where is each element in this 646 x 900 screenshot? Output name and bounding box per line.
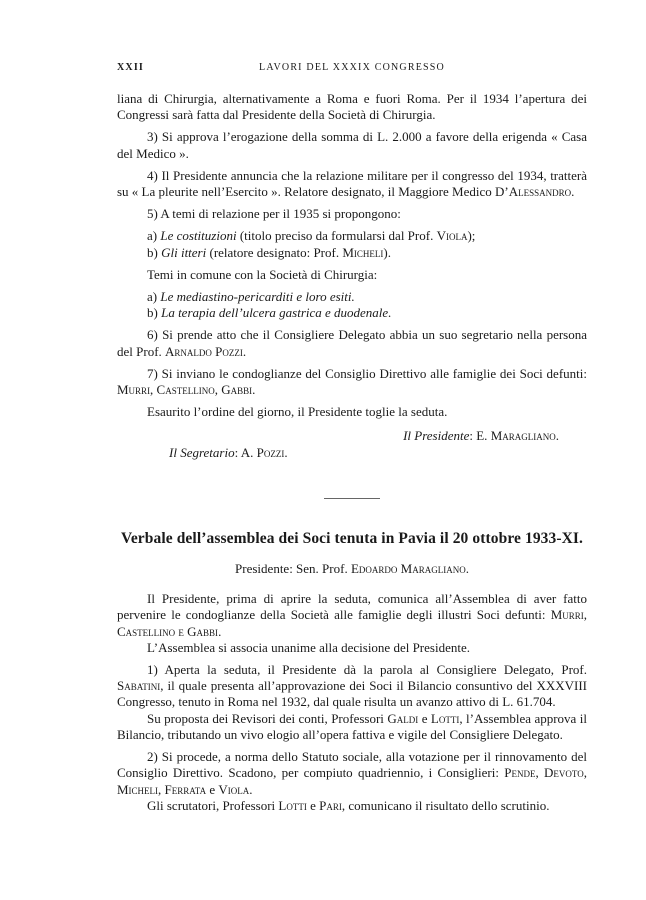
- paragraph-budget: 1) Aperta la seduta, il Presidente dà la parola al Consigliere Delegato, Prof. Sabatini, il quale presenta all’approvazione dei Soci il Bilancio consuntivo del XXXVIII Congresso, tenuto in Roma nel 1932, dal quale risulta un avanzo attivo di L. 61.704.: [117, 662, 587, 710]
- paragraph-intro: Il Presidente, prima di aprire la seduta, comunica all’Assemblea di aver fatto pervenire le condoglianze della Società alle famiglie degli illustri Soci defunti: Murri, Castellino e Gabbi.: [117, 591, 587, 639]
- paragraph-scrutineers: Gli scrutatori, Professori Lotti e Pari, comunicano il risultato dello scrutinio.: [147, 797, 550, 813]
- paragraph-item-4: 4) Il Presidente annuncia che la relazione militare per il congresso del 1934, tratterà su « La pleurite nell’Esercito ». Relatore designato, il Maggiore Medico D’Alessandro.: [117, 167, 587, 200]
- paragraph-item-5: 5) A temi di relazione per il 1935 si propongono:: [147, 206, 401, 222]
- topic-a: a) Le costituzioni (titolo preciso da formularsi dal Prof. Viola);: [147, 228, 476, 244]
- paragraph-election: 2) Si procede, a norma dello Statuto sociale, alla votazione per il rinnovamento del Consiglio Direttivo. Scadono, per compiuto quadriennio, i Consiglieri: Pende, Devoto, Micheli, Ferrata e Viola.: [117, 749, 587, 797]
- paragraph-auditors: Su proposta dei Revisori dei conti, Professori Galdi e Lotti, l’Assemblea approva il Bilancio, tributando un vivo elogio all’opera fattiva e vigile del Consigliere Delegato.: [117, 710, 587, 742]
- topic-b: b) Gli itteri (relatore designato: Prof. Micheli).: [147, 244, 391, 260]
- document-body: [117, 91, 587, 814]
- section-divider: [324, 498, 380, 499]
- common-topic-b: b) La terapia dell’ulcera gastrica e duodenale.: [147, 305, 392, 321]
- paragraph-continuation: liana di Chirurgia, alternativamente a Roma e fuori Roma. Per il 1934 l’apertura dei Congressi sarà fatta dal Presidente della Società di Chirurgia.: [117, 91, 587, 123]
- page-number: XXII: [117, 62, 145, 73]
- common-topic-a: a) Le mediastino-pericarditi e loro esiti.: [147, 289, 355, 305]
- common-topics-intro: Temi in comune con la Società di Chirurgia:: [147, 266, 378, 282]
- paragraph-item-6: 6) Si prende atto che il Consigliere Delegato abbia un suo segretario nella persona del Prof. Arnaldo Pozzi.: [117, 327, 587, 359]
- closing-statement: Esaurito l’ordine del giorno, il Presidente toglie la seduta.: [147, 404, 448, 420]
- paragraph-assembly: L’Assemblea si associa unanime alla decisione del Presidente.: [147, 639, 470, 655]
- secretary-signature: Il Segretario: A. Pozzi.: [169, 444, 288, 460]
- president-line: Presidente: Sen. Prof. Edoardo Maragliano.: [235, 561, 469, 577]
- president-signature: Il Presidente: E. Maragliano.: [403, 428, 559, 444]
- section-title: Verbale dell’assemblea dei Soci tenuta in Pavia il 20 ottobre 1933-XI.: [120, 529, 584, 547]
- paragraph-item-7: 7) Si inviano le condoglianze del Consiglio Direttivo alle famiglie dei Soci defunti: Murri, Castellino, Gabbi.: [117, 365, 587, 398]
- running-title: LAVORI DEL XXXIX CONGRESSO: [259, 62, 445, 73]
- paragraph-item-3: 3) Si approva l’erogazione della somma di L. 2.000 a favore della erigenda « Casa del Medico ».: [117, 129, 587, 161]
